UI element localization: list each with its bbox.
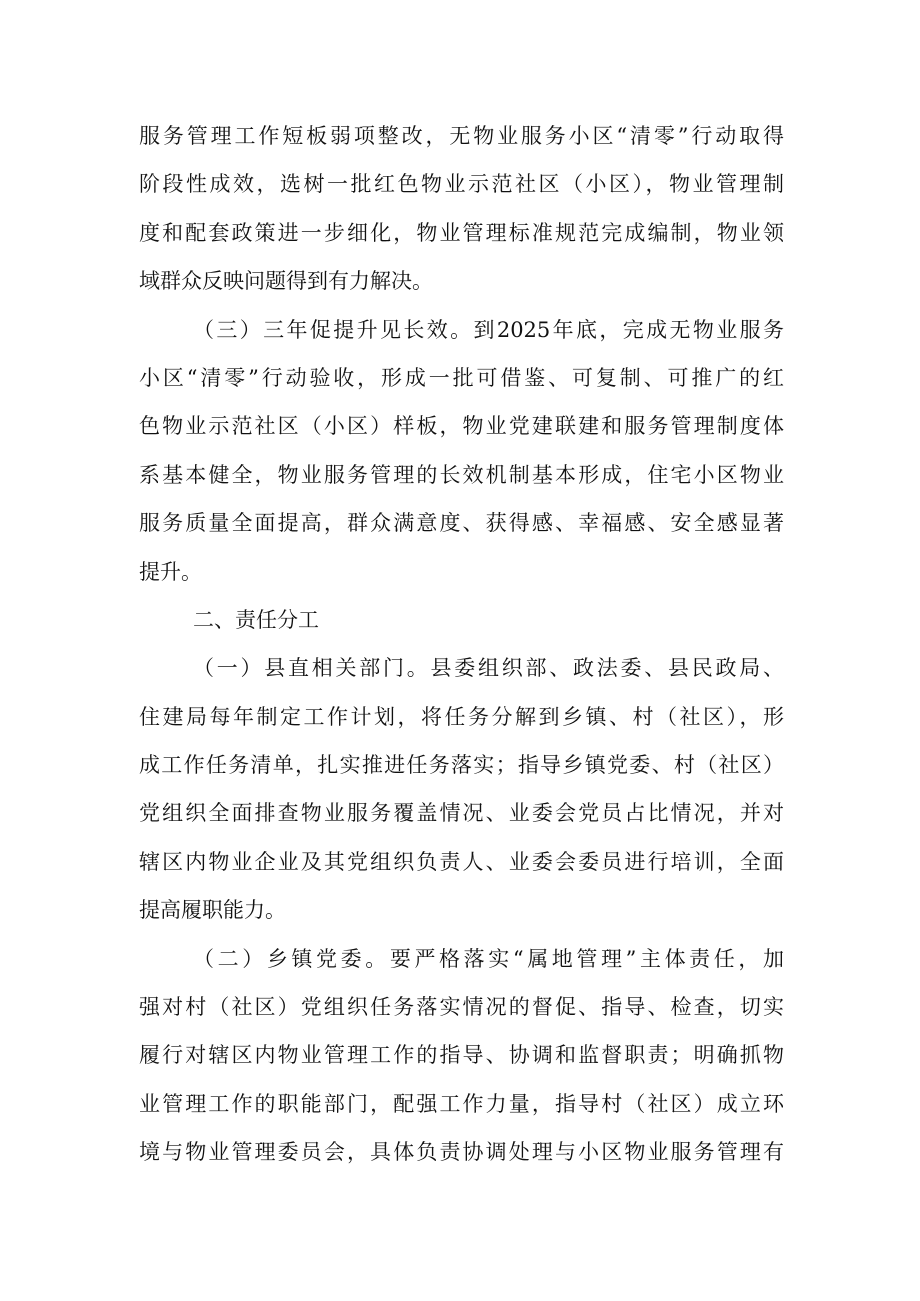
text-line: 色物业示范社区（小区）样板，物业党建联建和服务管理制度体 — [139, 414, 784, 439]
text-line: 境与物业管理委员会，具体负责协调处理与小区物业服务管理有 — [139, 1140, 784, 1165]
text-line: 党组织全面排查物业服务覆盖情况、业委会党员占比情况，并对 — [139, 801, 784, 826]
document-body — [139, 112, 784, 1177]
text-line: 度和配套政策进一步细化，物业管理标准规范完成编制，物业领 — [139, 220, 784, 245]
text-line: 提高履职能力。 — [139, 898, 286, 923]
text-line: 业管理工作的职能部门，配强工作力量，指导村（社区）成立环 — [139, 1091, 784, 1116]
text-line: 服务管理工作短板弱项整改，无物业服务小区“清零”行动取得 — [139, 124, 784, 148]
text-line: 提升。 — [139, 559, 202, 584]
text-line: 强对村（社区）党组织任务落实情况的督促、指导、检查，切实 — [139, 995, 784, 1020]
text-line: 履行对辖区内物业管理工作的指导、协调和监督职责；明确抓物 — [139, 1043, 784, 1068]
section-heading — [139, 596, 784, 644]
text-line: 阶段性成效，选树一批红色物业示范社区（小区），物业管理制 — [139, 172, 784, 197]
text-line: （三）三年促提升见长效。到2025年底，完成无物业服务 — [193, 317, 784, 342]
paragraph-continued — [139, 112, 784, 306]
text-line: 服务质量全面提高，群众满意度、获得感、幸福感、安全感显著 — [139, 511, 784, 536]
text-line: 小区“清零”行动验收，形成一批可借鉴、可复制、可推广的红 — [139, 365, 784, 390]
text-line: 系基本健全，物业服务管理的长效机制基本形成，住宅小区物业 — [139, 462, 784, 487]
heading-text: 二、责任分工 — [193, 607, 319, 632]
text-line: 辖区内物业企业及其党组织负责人、业委会委员进行培训，全面 — [139, 849, 784, 874]
paragraph-county-departments — [139, 644, 784, 934]
paragraph-three-years — [139, 306, 784, 596]
text-line: （一）县直相关部门。县委组织部、政法委、县民政局、 — [193, 656, 784, 681]
text-line: 住建局每年制定工作计划，将任务分解到乡镇、村（社区），形 — [139, 704, 784, 729]
text-line: 成工作任务清单，扎实推进任务落实；指导乡镇党委、村（社区） — [139, 753, 784, 778]
text-line: （二）乡镇党委。要严格落实“属地管理”主体责任，加 — [193, 946, 784, 971]
paragraph-township-party — [139, 935, 784, 1177]
text-line: 域群众反映问题得到有力解决。 — [139, 269, 433, 294]
